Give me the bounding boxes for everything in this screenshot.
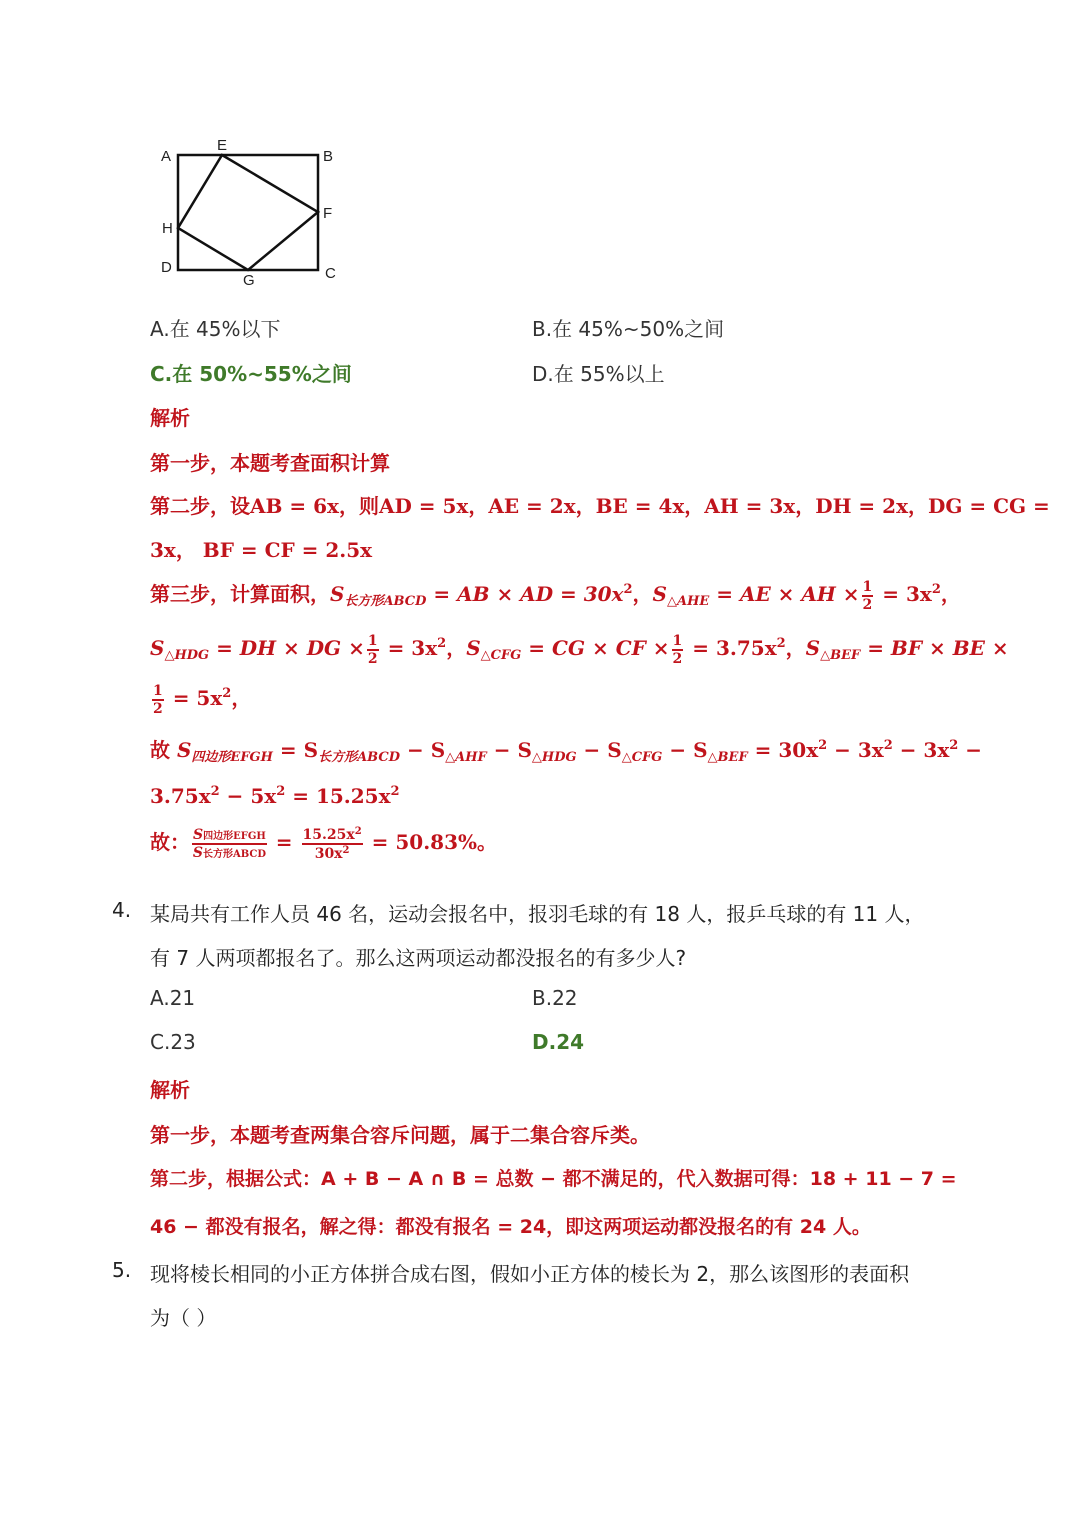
hdg-res: = 3x [380, 636, 438, 660]
cfg-eq: = CG × CF × [521, 636, 670, 660]
q3-step2-line1: 第二步，设AB = 6x，则AD = 5x，AE = 2x，BE = 4x，AH = 3x，DH = 2x，DG = CG = [150, 494, 1050, 518]
q4-option-d[interactable]: D.24 [532, 1030, 585, 1054]
q3-step3-line3: $\frac{1}{2}$ = $5x^2$， [153, 682, 252, 717]
q4-option-b[interactable]: B.22 [532, 986, 578, 1010]
label-d: D [161, 259, 172, 276]
label-a: A [161, 148, 172, 165]
q3-option-c[interactable]: C.在 50%~55%之间 [150, 362, 352, 386]
cfg-res: = 3.75x [685, 636, 777, 660]
rect-eq: = AB × AD = 30x [426, 582, 624, 606]
q4-step2-line2: 46 − 都没有报名，解之得：都没有报名 = 24，即这两项运动都没报名的有 24 人。 [150, 1216, 871, 1238]
bef-eq: = BF × BE × [860, 636, 1009, 660]
q3-option-a[interactable]: A.在 45%以下 [150, 317, 281, 341]
s-ahe-sub: △AHE [666, 594, 710, 609]
q5-line1: 现将棱长相同的小正方体拼合成右图，假如小正方体的棱长为 2，那么该图形的表面积 [150, 1262, 910, 1286]
ahe-eq: = AE × AH × [709, 582, 860, 606]
q3-analysis-title: 解析 [150, 406, 190, 430]
q4-number: 4. [112, 898, 132, 922]
q4-step1: 第一步，本题考查两集合容斥问题，属于二集合容斥类。 [150, 1123, 650, 1147]
fraction-half-2: $\frac{1}{2}$ [367, 632, 378, 667]
label-h: H [162, 220, 173, 237]
q3-option-d[interactable]: D.在 55%以上 [532, 362, 665, 386]
s-cfg-sub: △CFG [480, 648, 522, 663]
fraction-half-1: $\frac{1}{2}$ [862, 578, 873, 613]
rectangle-figure [150, 130, 350, 290]
q3-step1: 第一步，本题考查面积计算 [150, 451, 390, 475]
step3-prefix: 第三步，计算面积， [150, 582, 330, 606]
bef-res: = 5x [165, 686, 223, 710]
label-e: E [217, 137, 228, 154]
quadrilateral-efgh [178, 155, 318, 270]
q4-option-a[interactable]: A.21 [150, 986, 196, 1010]
q3-conclusion1-line1: 故 $S_{四边形EFGH} = S_{长方形ABCD} - S_{\triangle AHF} - S_{\triangle HDG} - S_{\triangle CFG} - S_{\triangle BEF} = 30x^2 - 3x^2 - 3x^2$ − [150, 738, 983, 765]
q3-option-b[interactable]: B.在 45%~50%之间 [532, 317, 725, 341]
value-fraction: $\frac{15.25x^2}{30x^2}$ [302, 825, 362, 862]
s-bef-sub: △BEF [820, 648, 861, 663]
label-b: B [323, 148, 334, 165]
q4-step2-line1: 第二步，根据公式：A + B − A ∩ B = 总数 − 都不满足的，代入数据可得：18 + 11 − 7 = [150, 1168, 957, 1190]
hdg-eq: = DH × DG × [209, 636, 365, 660]
q3-step2-line2: 3x， BF = CF = 2.5x [150, 538, 373, 562]
fraction-half-4: $\frac{1}{2}$ [153, 682, 163, 717]
q5-number: 5. [112, 1258, 132, 1282]
q3-conclusion1-line2: $3.75x^2 - 5x^2 = 15.25x^2$ [150, 784, 400, 808]
s-hdg-sub: △HDG [164, 648, 210, 663]
fraction-half-3: $\frac{1}{2}$ [672, 632, 683, 667]
label-f: F [323, 205, 333, 222]
rectangle-abcd [178, 155, 318, 270]
q5-line2: 为（ ） [150, 1306, 217, 1330]
s-rect-sub: 长方形ABCD [344, 594, 427, 609]
sq-1: 2 [623, 582, 633, 597]
s-quad-sub: 四边形EFGH [191, 750, 273, 765]
q3-conclusion2: 故： $\frac{\text{S四边形EFGH}}{\text{S长方形ABCD}}$ = $\frac{15.25x^2}{30x^2}$ = 50.83%。 [150, 825, 498, 862]
label-c: C [325, 265, 336, 282]
q3-step3-line2: $S_{\triangle HDG}$ = DH × DG × $\frac{1}{2}$ = $3x^2$，$S_{\triangle CFG}$ = CG × CF × $\frac{1}{2}$ = $3.75x^2$，$S_{\triangle BEF}$ = BF × BE × [150, 632, 1009, 667]
label-g: G [243, 272, 255, 289]
ahe-res: = 3x [875, 582, 932, 606]
q4-line1: 某局共有工作人员 46 名，运动会报名中，报羽毛球的有 18 人，报乒乓球的有 11 人， [150, 902, 925, 926]
q4-line2: 有 7 人两项都报名了。那么这两项运动都没报名的有多少人? [150, 946, 687, 970]
q4-analysis-title: 解析 [150, 1078, 190, 1102]
comma-1: ， [632, 582, 653, 606]
q3-step3-line1: 第三步，计算面积，$S_{长方形ABCD}$ = AB × AD = $30x^2$，$S_{\triangle AHE}$ = AE × AH × $\frac{1}{2}$ = $3x^2$， [150, 578, 961, 613]
q4-option-c[interactable]: C.23 [150, 1030, 196, 1054]
ratio-fraction: $\frac{\text{S四边形EFGH}}{\text{S长方形ABCD}}$ [192, 826, 266, 861]
